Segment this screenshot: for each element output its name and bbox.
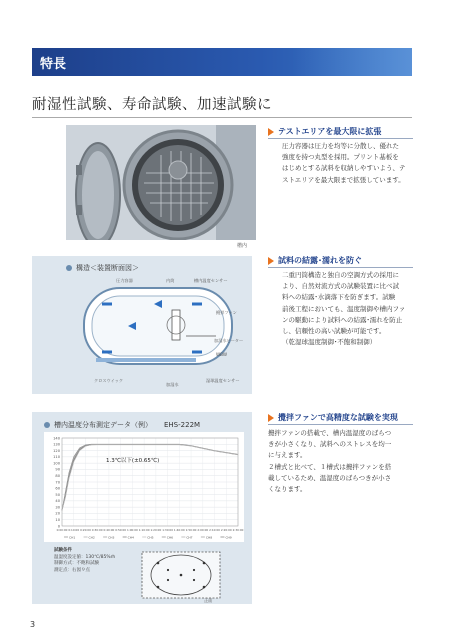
feature-2-line: （乾湿球温度制御･不飽和制御） bbox=[282, 338, 377, 347]
front-label: 正面 bbox=[204, 598, 213, 603]
orange-arrow-icon bbox=[268, 257, 274, 265]
y-tick-label: 100 bbox=[53, 461, 60, 466]
x-tick-label: 0:10:00 bbox=[68, 528, 80, 532]
x-tick-label: 1:10:00 bbox=[138, 528, 150, 532]
photo-caption: 槽内 bbox=[237, 243, 248, 249]
bullet-dot-icon bbox=[44, 422, 50, 428]
feature-1-line: 圧力容器は圧力を均等に分散し、優れた bbox=[282, 142, 399, 150]
feature-3-line: きが小さくなり、試料へのストレスを均一 bbox=[268, 440, 392, 449]
x-tick-label: 2:30:00 bbox=[232, 528, 244, 532]
feature-1-line: はじめとする試料を収納しやすいよう、テ bbox=[282, 164, 406, 173]
x-tick-label: 1:20:00 bbox=[150, 528, 162, 532]
feature-3-title: 攪拌ファンで高精度な試験を実現 bbox=[278, 413, 398, 422]
chamber-photo bbox=[66, 125, 256, 240]
x-tick-label: 0:20:00 bbox=[80, 528, 91, 532]
structure-title-text: 構造＜装置断面図＞ bbox=[76, 264, 139, 272]
feature-1-line: 強度を持つ丸型を採用。プリント基板を bbox=[282, 153, 399, 162]
feature-3-line: 攪拌ファンの搭載で、槽内温湿度のばらつ bbox=[268, 429, 392, 437]
label-fan: 攪拌ファン bbox=[216, 310, 237, 315]
headline-divider bbox=[32, 117, 412, 118]
structure-diagram bbox=[66, 274, 252, 390]
feature-3-line: 載しているため、温湿度のばらつきが小さ bbox=[268, 473, 392, 482]
feature-2-title: 試料の結露･濡れを防ぐ bbox=[278, 256, 362, 265]
label-humidifier-water: 加湿水 bbox=[166, 382, 179, 387]
x-tick-label: 1:30:00 bbox=[162, 528, 173, 532]
y-tick-label: 90 bbox=[55, 467, 60, 472]
legend-label: CH6 bbox=[166, 535, 174, 540]
feature-3-line: ２槽式と比べて、１槽式は攪拌ファンを搭 bbox=[268, 462, 392, 471]
temperature-chart bbox=[44, 432, 244, 542]
y-tick-label: 70 bbox=[55, 480, 60, 485]
chart-model: EHS-222M bbox=[164, 421, 201, 429]
x-tick-label: 0:50:00 bbox=[115, 528, 127, 532]
feature-3-line: くなります。 bbox=[268, 485, 307, 494]
bullet-dot-icon bbox=[66, 265, 72, 271]
x-tick-label: 0:30:00 bbox=[91, 528, 103, 532]
conditions-line: 測定点：右図９点 bbox=[54, 567, 90, 573]
conditions-heading: 試験条件 bbox=[54, 548, 72, 553]
feature-3-line: に与えます。 bbox=[268, 451, 307, 460]
feature-1-text bbox=[282, 141, 422, 186]
conditions-line: 制御方式：不飽和試験 bbox=[54, 561, 99, 566]
test-conditions bbox=[54, 548, 115, 574]
chart-panel-title bbox=[44, 420, 200, 430]
x-tick-label: 2:00:00 bbox=[197, 528, 209, 532]
y-tick-label: 120 bbox=[53, 448, 60, 453]
legend-label: CH3 bbox=[108, 535, 115, 540]
feature-2-line: 前後工程においても、温度制御や槽内ファ bbox=[282, 304, 406, 313]
chamber-illustration bbox=[66, 125, 256, 240]
x-tick-label: 0:40:00 bbox=[103, 528, 115, 532]
y-tick-label: 80 bbox=[55, 474, 60, 479]
feature-1-rule bbox=[268, 138, 413, 139]
x-tick-label: 1:40:00 bbox=[173, 528, 185, 532]
x-tick-label: 0:00:00 bbox=[56, 528, 68, 532]
measurement-points-diagram bbox=[136, 548, 236, 604]
y-tick-label: 140 bbox=[53, 436, 60, 441]
chart-annotation: 1.3℃以下(±0.65℃) bbox=[106, 458, 160, 464]
feature-2-line: 料への結露･水滴落下を防ぎます。試験 bbox=[282, 293, 396, 302]
legend-label: CH5 bbox=[147, 535, 154, 540]
y-tick-label: 30 bbox=[55, 505, 60, 510]
feature-1-heading bbox=[268, 126, 381, 137]
legend-label: CH7 bbox=[186, 535, 193, 540]
header-fade bbox=[292, 48, 412, 76]
legend-label: CH2 bbox=[88, 535, 95, 540]
y-tick-label: 110 bbox=[53, 455, 60, 460]
y-tick-label: 50 bbox=[55, 492, 60, 497]
feature-1-title: テストエリアを最大限に拡張 bbox=[278, 127, 382, 136]
feature-1-line: ストエリアを最大限まで拡張しています。 bbox=[282, 175, 405, 184]
feature-2-rule bbox=[268, 267, 413, 268]
label-temp-sensor: 槽内温度センサー bbox=[194, 278, 228, 283]
section-header-band bbox=[32, 48, 412, 76]
feature-2-line: ンの駆動により試料への結露･濡れを防止 bbox=[282, 315, 403, 324]
y-tick-label: 0 bbox=[57, 524, 60, 529]
feature-3-heading bbox=[268, 412, 398, 423]
y-tick-label: 60 bbox=[55, 486, 60, 491]
section-title: 特長 bbox=[40, 57, 67, 72]
label-inner-tube: 内筒 bbox=[166, 278, 175, 283]
page-number: 3 bbox=[30, 620, 36, 629]
structure-panel-title bbox=[66, 263, 139, 273]
legend-label: CH9 bbox=[225, 535, 232, 540]
conditions-line: 温湿度設定値：130℃/85%rh bbox=[54, 554, 116, 560]
x-tick-label: 2:20:00 bbox=[220, 528, 232, 532]
y-tick-label: 40 bbox=[55, 499, 60, 504]
legend-label: CH4 bbox=[127, 535, 134, 540]
label-humidifier-heater: 加湿水ヒーター bbox=[214, 338, 244, 343]
feature-2-text bbox=[282, 270, 422, 348]
y-tick-label: 130 bbox=[53, 442, 60, 447]
feature-3-text bbox=[268, 428, 420, 495]
chart-title-text: 槽内温度分布測定データ（例） bbox=[54, 421, 152, 429]
orange-arrow-icon bbox=[268, 414, 274, 422]
x-tick-label: 2:10:00 bbox=[209, 528, 220, 532]
y-tick-label: 20 bbox=[55, 511, 60, 516]
legend-label: CH1 bbox=[69, 535, 76, 540]
page-headline: 耐湿性試験、寿命試験、加速試験に bbox=[32, 97, 272, 113]
feature-2-line: し、信頼性の高い試験が可能です。 bbox=[282, 327, 386, 336]
feature-2-line: 二重円筒構造と独自の空調方式の採用に bbox=[282, 271, 399, 279]
chart-x-tick-labels bbox=[57, 528, 244, 532]
chart-legend bbox=[64, 535, 232, 539]
label-wet-sensor: 湿球温度センサー bbox=[206, 378, 240, 383]
feature-2-heading bbox=[268, 255, 362, 266]
feature-2-line: より、自然対流方式の試験装置に比べ試 bbox=[282, 282, 399, 291]
label-wbw: WBW bbox=[216, 352, 228, 357]
orange-arrow-icon bbox=[268, 128, 274, 136]
legend-label: CH8 bbox=[205, 535, 213, 540]
label-air-path: 圧力容器 bbox=[116, 278, 133, 283]
y-tick-label: 10 bbox=[55, 518, 60, 523]
x-tick-label: 1:00:00 bbox=[127, 528, 138, 532]
x-tick-label: 1:50:00 bbox=[185, 528, 197, 532]
label-crosswick: クロスウイック bbox=[94, 378, 124, 383]
feature-3-rule bbox=[268, 424, 413, 425]
